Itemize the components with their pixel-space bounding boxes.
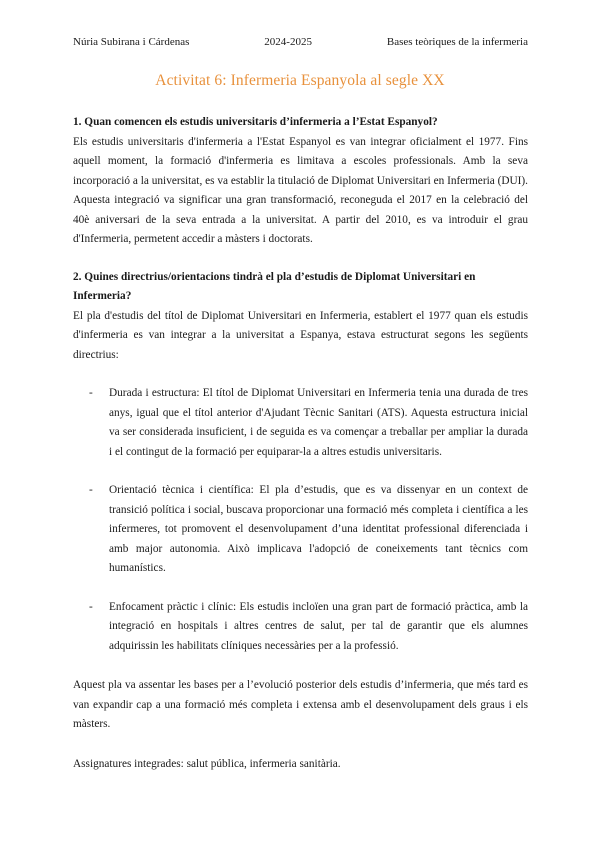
directives-list: [73, 384, 528, 656]
question-2-intro: El pla d'estudis del títol de Diplomat Universitari en Infermeria, establert el 1977 quan els estudis d'infermeria es van integrar a la universitat a Espanya, estava estructurat segons les següents directrius:: [73, 309, 528, 361]
header-author: Núria Subirana i Cárdenas: [73, 36, 190, 48]
list-item: [73, 384, 528, 462]
closing-paragraph: Aquest pla va assentar les bases per a l’evolució posterior dels estudis d’infermeria, que més tard es van expandir cap a una formació més completa i extensa amb el desenvolupament dels graus i els màsters.: [73, 679, 528, 730]
list-item: [73, 481, 528, 579]
header-year: 2024-2025: [264, 36, 312, 48]
header-course: Bases teòriques de la infermeria: [386, 36, 528, 48]
question-1-heading: 1. Quan comencen els estudis universitaris d’infermeria a l’Estat Espanyol?: [73, 116, 438, 128]
list-item-text: Enfocament pràctic i clínic: Els estudis incloïen una gran part de formació pràctica, amb la integració en hospitals i altres centres de salut, per tal de garantir que els alumnes adquirissin les habilitats clíniques necessàries per a la professió.: [109, 600, 528, 652]
list-dash: -: [89, 484, 93, 496]
list-dash: -: [89, 387, 93, 399]
list-item-text: Orientació tècnica i científica: El pla d’estudis, que es va dissenyar en un context de transició política i social, buscava proporcionar una formació més completa i científica a les infermeres, tot promovent el desenvolupament d’una identitat professional diferenciada i amb major autonomia. Això implicava l'adopció de coneixements tant tècnics com humanístics.: [109, 484, 528, 574]
question-2-heading: 2. Quines directrius/orientacions tindrà el pla d’estudis de Diplomat Universitari en Infermeria?: [73, 270, 476, 302]
question-1-answer: Els estudis universitaris d'infermeria a l'Estat Espanyol es van integrar oficialment el 1977. Fins aquell moment, la formació d'infermeria es limitava a escoles professionals. Amb la seva incorporació a la universitat, es va establir la titulació de Diplomat Universitari en Infermeria (DUI). Aquesta integració va significar una gran transformació, reconeguda el 2017 en la celebració del 40è aniversari de la seva entrada a la universitat. A partir del 2010, es va introduir el grau d'Infermeria, permetent accedir a màsters i doctorats.: [73, 135, 528, 245]
page-header: [73, 36, 528, 52]
list-item-text: Durada i estructura: El títol de Diplomat Universitari en Infermeria tenia una durada de tres anys, igual que el títol anterior d'Ajudant Tècnic Sanitari (ATS). Aquesta estructura inicial va ser considerada insuficient, i de seguida es va començar a treballar per ampliar la durada i el contingut de la formació per equiparar-la a altres estudis universitaris.: [109, 387, 528, 458]
list-item: [73, 598, 528, 657]
subjects-line: Assignatures integrades: salut pública, infermeria sanitària.: [73, 757, 341, 770]
document-title: Activitat 6: Infermeria Espanyola al segle XX: [155, 72, 445, 89]
document-body: [73, 113, 528, 774]
list-dash: -: [89, 600, 93, 613]
